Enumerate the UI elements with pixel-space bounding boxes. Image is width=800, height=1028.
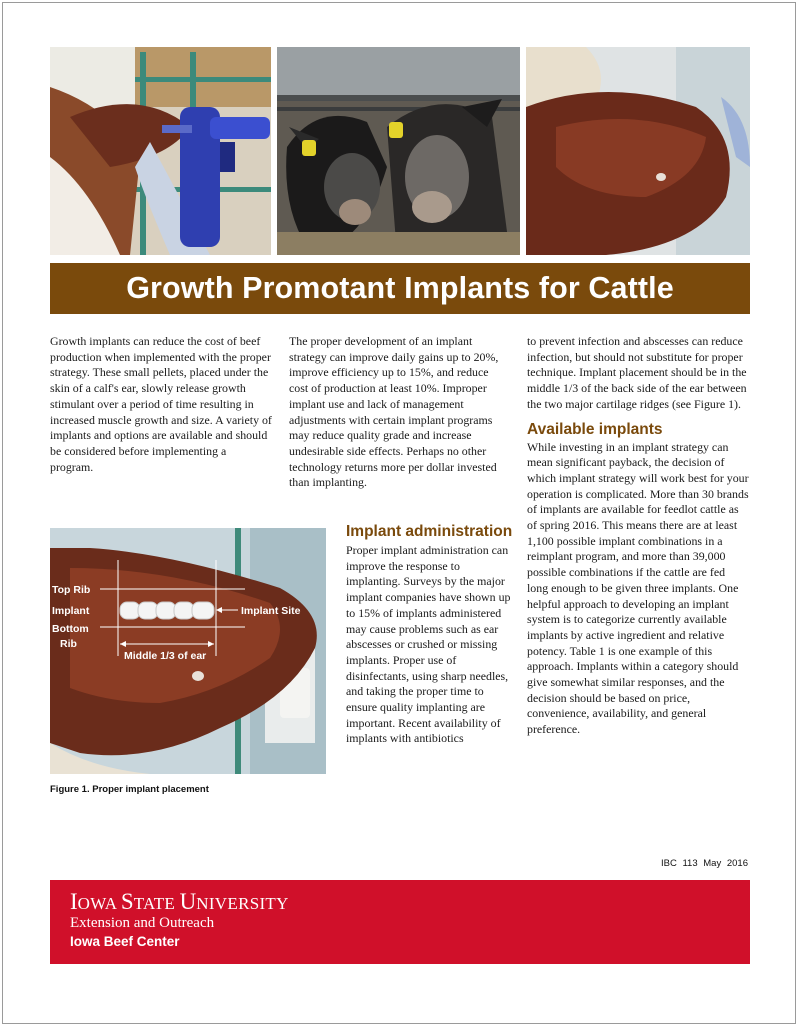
column-available-implants xyxy=(527,334,749,738)
publication-id: IBC 113 xyxy=(661,858,698,869)
implant-administration-heading: Implant administration xyxy=(346,523,513,540)
column-implant-administration xyxy=(346,523,516,747)
photo-calves xyxy=(277,47,520,255)
available-implants-heading: Available implants xyxy=(527,420,663,438)
university-name: IOWA STATE UNIVERSITY xyxy=(70,889,289,914)
label-implant: Implant xyxy=(52,605,90,617)
figure-caption: Figure 1. Proper implant placement xyxy=(50,784,209,795)
placement-paragraph: to prevent infection and abscesses can reduce infection, but should not substitute for proper technique. Implant placement should be in the middle 1/3 of the back side of the ear between the two major cartilage ridges (see Figure 1). xyxy=(527,334,747,411)
title-band xyxy=(50,263,750,314)
footer-band xyxy=(50,880,750,964)
photo-implant-gun xyxy=(50,47,271,255)
label-bottom-rib-2: Rib xyxy=(60,638,77,650)
label-implant-site: Implant Site xyxy=(241,605,301,617)
publication-info xyxy=(661,858,748,869)
column-strategy xyxy=(289,334,505,491)
strategy-paragraph: The proper development of an implant strategy can improve daily gains up to 20%, improve efficiency up to 15%, and reduce cost of production at least 10%. Improper implant use and lack of management adjustments with certain implant programs may reduce quality grade and increase undesirable side effects. Perhaps no other technology returns more per dollar invested than implanting. xyxy=(289,334,499,490)
extension-outreach: Extension and Outreach xyxy=(70,915,215,931)
unit-name: Iowa Beef Center xyxy=(70,934,180,949)
column-intro xyxy=(50,334,272,475)
available-implants-paragraph: While investing in an implant strategy can mean significant payback, the decision of which implant strategy will work best for your operation is complicated. More than 30 brands of implants are available for feedlot cattle as of spring 2016. This means there are at least 1,100 possible implant combinations in a reimplant program, and more than 39,000 possible combinations if the cattle are fed long enough to be given three implants. One helpful approach to developing an implant system is to categorize currently available implants by active ingredient and relative potency. Table 1 is one example of this approach. Implants within a category should give somewhat similar responses, and the decision should be based on price, convenience, availability, and general preference. xyxy=(527,439,749,737)
intro-paragraph: Growth implants can reduce the cost of beef production when implemented with the proper strategy. These small pellets, placed under the skin of a calf's ear, slowly release growth stimulant over a period of time resulting in increased muscle growth and size. A variety of implants and options are available and should be considered before implementing a program. xyxy=(50,334,272,474)
label-top-rib: Top Rib xyxy=(52,584,91,596)
label-bottom-rib-1: Bottom xyxy=(52,623,89,635)
publication-date: May 2016 xyxy=(703,858,748,869)
photo-ear-back xyxy=(526,47,750,255)
document-title: Growth Promotant Implants for Cattle xyxy=(126,271,674,305)
label-middle-third: Middle 1/3 of ear xyxy=(124,650,207,662)
implant-administration-paragraph: Proper implant administration can improve the response to implanting. Surveys by the major implant companies have shown up to 15% of implants administered may cause problems such as ear abscesses or crushed or missing implants. Proper use of disinfectants, using sharp needles, and taking the proper time to ensure quality implanting are important. Recent availability of implants with antibiotics xyxy=(346,543,511,746)
figure-implant-placement xyxy=(50,528,326,774)
